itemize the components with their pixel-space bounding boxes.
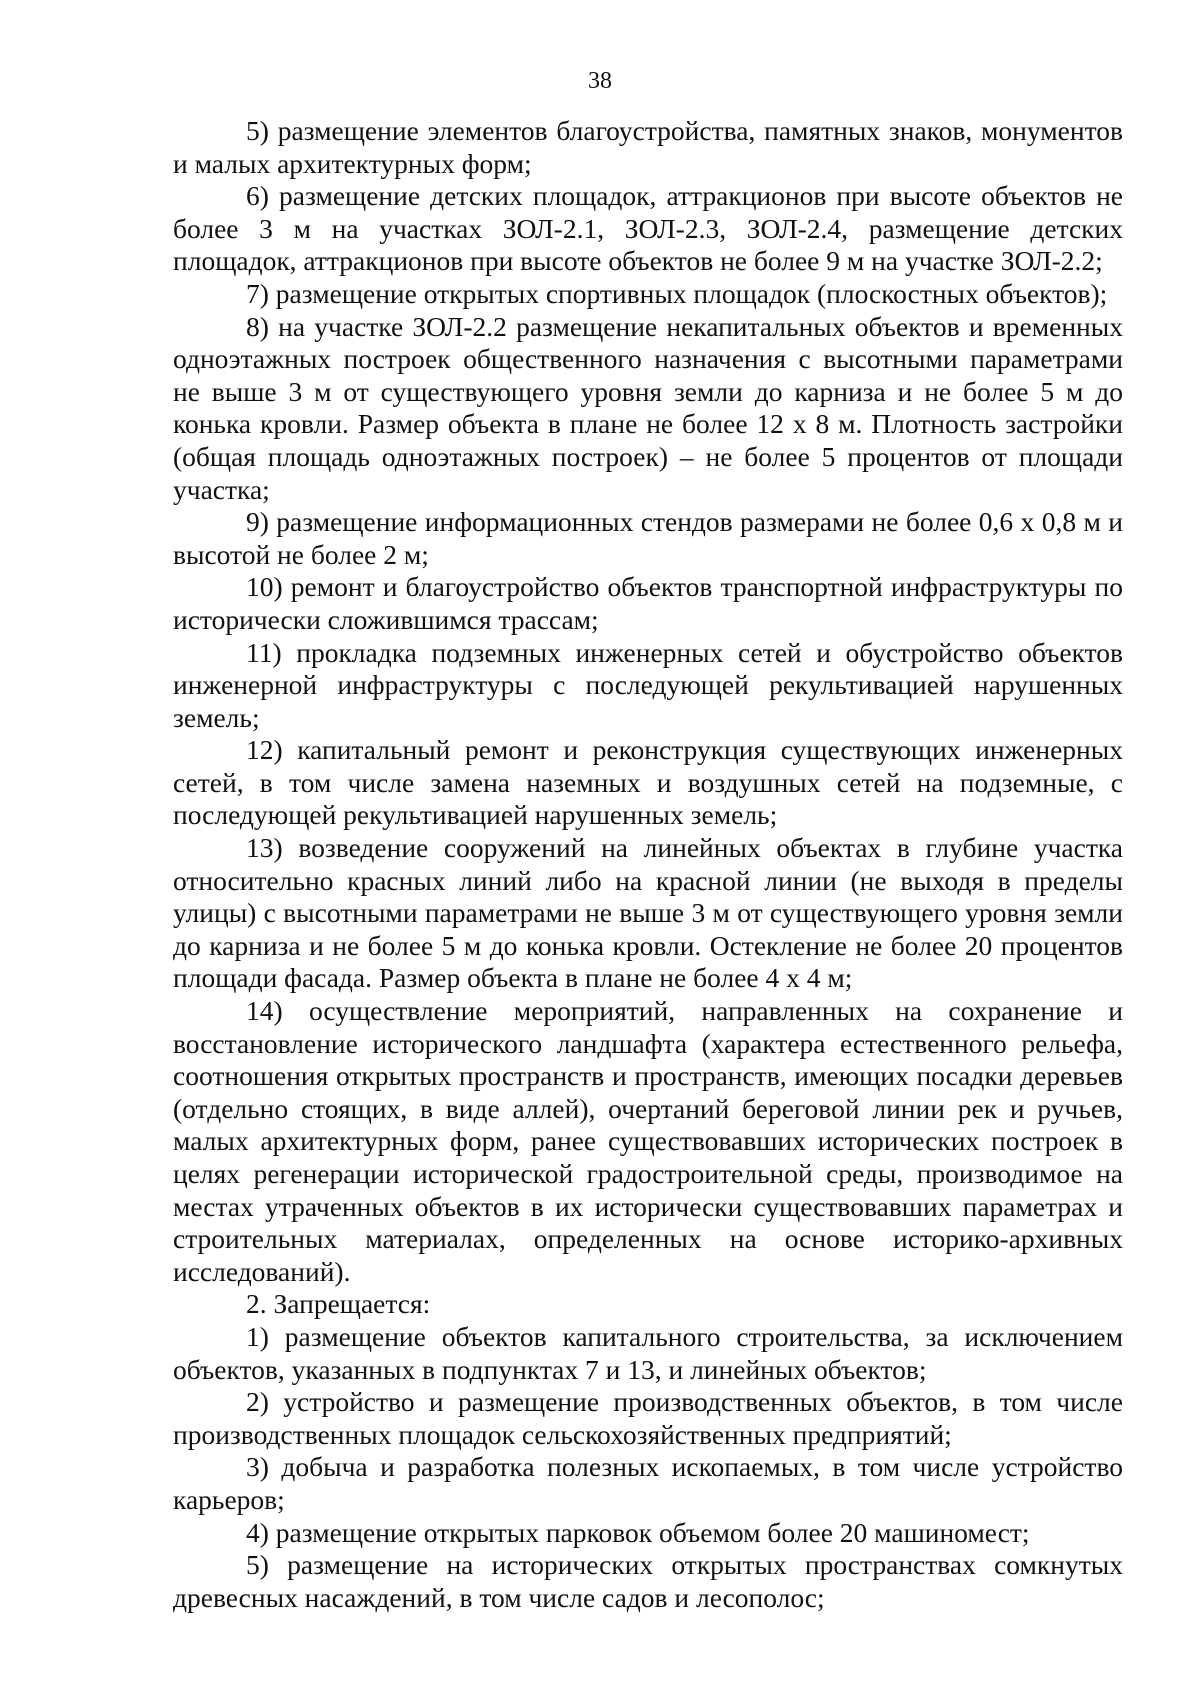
paragraph-allowed-14: 14) осуществление мероприятий, направленных на сохранение и восстановление исторического ландшафта (характера естественного рельефа, соотношения открытых пространств и пространств, имеющих посадки деревьев (отдельно стоящих, в виде аллей), очертаний береговой линии рек и ручьев, малых архитектурных форм, ранее существовавших исторических построек в целях регенерации исторической градостроительной среды, производимое на местах утраченных объектов в их исторически существовавших параметрах и строительных материалах, определенных на основе историко-архивных исследований). xyxy=(173,995,1123,1287)
page-number: 38 xyxy=(588,68,612,94)
paragraph-allowed-8: 8) на участке ЗОЛ-2.2 размещение некапитальных объектов и временных одноэтажных построек общественного назначения с высотными параметрами не выше 3 м от существующего уровня земли до карниза и не более 5 м до конька кровли. Размер объекта в плане не более 12 х 8 м. Плотность застройки (общая площадь одноэтажных построек) – не более 5 процентов от площади участка; xyxy=(173,310,1123,505)
paragraph-allowed-10: 10) ремонт и благоустройство объектов транспортной инфраструктуры по исторически сложившимся трассам; xyxy=(173,571,1123,635)
paragraph-allowed-9: 9) размещение информационных стендов размерами не более 0,6 х 0,8 м и высотой не более 2 м; xyxy=(173,506,1123,570)
paragraph-allowed-13: 13) возведение сооружений на линейных объектах в глубине участка относительно красных линий либо на красной линии (не выходя в пределы улицы) с высотными параметрами не выше 3 м от существующего уровня земли до карниза и не более 5 м до конька кровли. Остекление не более 20 процентов площади фасада. Размер объекта в плане не более 4 х 4 м; xyxy=(173,832,1123,994)
paragraph-allowed-12: 12) капитальный ремонт и реконструкция существующих инженерных сетей, в том числе замена наземных и воздушных сетей на подземные, с последующей рекультивацией нарушенных земель; xyxy=(173,734,1123,831)
paragraph-allowed-5: 5) размещение элементов благоустройства, памятных знаков, монументов и малых архитектурных форм; xyxy=(173,115,1123,179)
paragraph-prohibited-1: 1) размещение объектов капитального строительства, за исключением объектов, указанных в подпунктах 7 и 13, и линейных объектов; xyxy=(173,1320,1123,1385)
paragraph-allowed-11: 11) прокладка подземных инженерных сетей и обустройство объектов инженерной инфраструктуры с последующей рекультивацией нарушенных земель; xyxy=(173,636,1123,733)
paragraph-prohibited-2: 2) устройство и размещение производственных объектов, в том числе производственных площадок сельскохозяйственных предприятий; xyxy=(173,1386,1123,1450)
paragraph-prohibited-5: 5) размещение на исторических открытых пространствах сомкнутых древесных насаждений, в том числе садов и лесополос; xyxy=(173,1549,1123,1613)
paragraph-prohibited-4: 4) размещение открытых парковок объемом более 20 машиномест; xyxy=(246,1516,1030,1548)
paragraph-allowed-6: 6) размещение детских площадок, аттракционов при высоте объектов не более 3 м на участках ЗОЛ-2.1, ЗОЛ-2.3, ЗОЛ-2.4, размещение детских площадок, аттракционов при высоте объектов не более 9 м на участке ЗОЛ-2.2; xyxy=(173,180,1123,277)
paragraph-prohibited-3: 3) добыча и разработка полезных ископаемых, в том числе устройство карьеров; xyxy=(173,1451,1123,1515)
section-heading-prohibited: 2. Запрещается: xyxy=(246,1288,431,1320)
document-body xyxy=(173,115,1123,1614)
paragraph-allowed-7: 7) размещение открытых спортивных площадок (плоскостных объектов); xyxy=(246,277,1108,309)
